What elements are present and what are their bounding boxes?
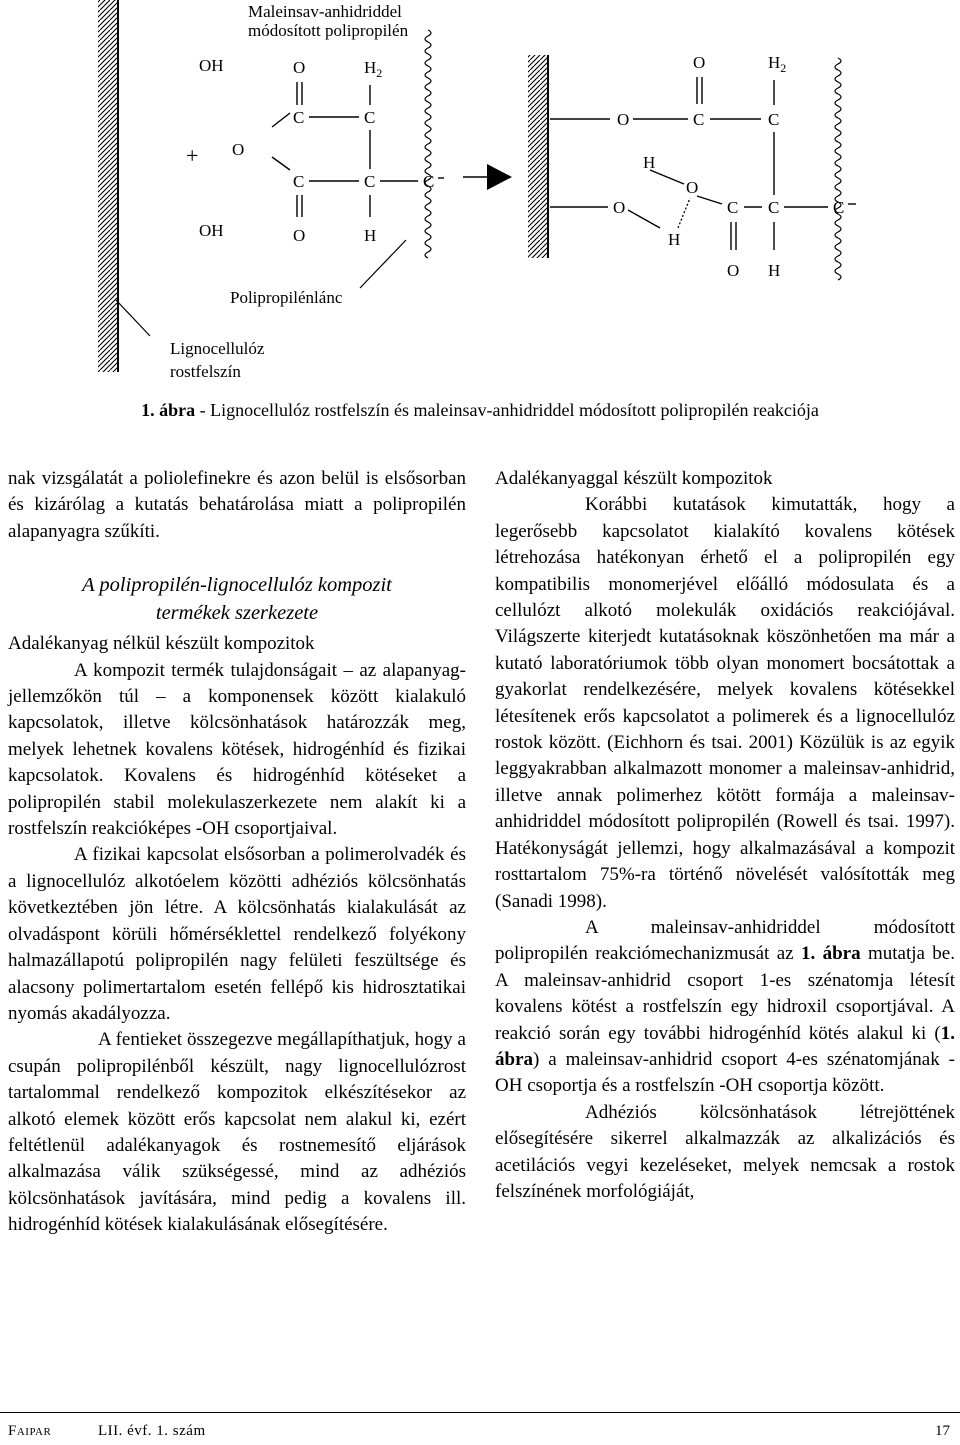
figure-caption-text: - Lignocellulóz rostfelszín és maleinsav-anhidriddel módosított polipropilén reakciója	[195, 400, 819, 420]
chain-carbon-left: C	[423, 172, 435, 191]
ester-o-right: O	[617, 110, 630, 129]
carbon-2-right: C	[768, 110, 780, 129]
footer-journal-name: Faipar	[8, 1423, 52, 1439]
hydrogen-bond-dotted	[678, 198, 690, 228]
section-title-line2: termékek szerkezete	[155, 602, 319, 625]
carbonyl-o-top-right: O	[693, 53, 706, 72]
carbon-1-right: C	[693, 110, 705, 129]
footer-volume-issue: LII. évf. 1. szám	[98, 1423, 206, 1439]
carbon-1-left: C	[293, 108, 305, 127]
chain-carbon-right: C	[833, 198, 845, 217]
footer-page-number: 17	[935, 1423, 950, 1439]
page-footer	[0, 1412, 960, 1445]
fiber-surface-right	[528, 55, 548, 258]
figure-title-line2: módosított polipropilén	[248, 21, 409, 40]
plus-sign: +	[186, 143, 199, 168]
right-paragraph-3: Adhéziós kölcsönhatások létrejöttének elősegítésére sikerrel alkalmazzák az alkalizációs és acetilációs vegyi kezeléseket, melyek nemcsak a rostok felszínének morfológiáját,	[495, 1101, 955, 1202]
fiber-o-right: O	[613, 198, 626, 217]
carbon-4-left: C	[293, 172, 305, 191]
carbonyl-o-bottom-right: O	[727, 261, 740, 280]
polymer-chain-left	[425, 30, 431, 258]
carbon-4-right: C	[727, 198, 739, 217]
fiber-surface-label-line1: Lignocellulóz	[170, 339, 265, 358]
hydroxyl-o-right: O	[686, 178, 699, 197]
hydrogen-right: H	[768, 261, 781, 280]
polymer-chain-label: Polipropilénlánc	[230, 288, 343, 307]
carbonyl-o-bottom-left: O	[293, 226, 306, 245]
bonds-left	[272, 82, 444, 217]
carbonyl-o-top-left: O	[293, 58, 306, 77]
hydroxyl-h-right: H	[643, 153, 656, 172]
oh-bottom-left: OH	[199, 221, 224, 240]
right-paragraph-2: A maleinsav-anhidriddel módosított polipropilén reakciómechanizmusát az 1. ábra mutatja be. A maleinsav-anhidrid csoport 1-es szénatomja létesít kovalens kötést a rostfelszín egy hidroxil csoportjával. A reakció során egy további hidrogénhíd kötés alakul ki (1. ábra) a maleinsav-anhidrid csoport 4-es szénatomjának -OH csoportja és a rostfelszín -OH csoportja között.	[495, 916, 955, 1097]
section-title	[8, 571, 466, 627]
section-title-line1: A polipropilén-lignocellulóz kompozit	[82, 574, 392, 597]
left-intro-paragraph: nak vizsgálatát a poliolefinekre és azon belül is elsősorban és kizárólag a kutatás behatárolása miatt a polipropilén alapanyagra szűkíti.	[8, 468, 466, 542]
carbon-3-left: C	[364, 172, 376, 191]
right-column	[495, 466, 955, 1205]
hydrogen-left: H	[364, 226, 377, 245]
figure-caption	[0, 398, 960, 422]
oh-top-left: OH	[199, 56, 224, 75]
polymer-chain-right	[835, 58, 841, 280]
left-subheading: Adalékanyag nélkül készült kompozitok	[8, 633, 315, 655]
left-paragraph-2: A fizikai kapcsolat elsősorban a polimerolvadék és a lignocellulóz alkotóelem közötti adhéziós kölcsönhatás következtében jön létre. A kölcsönhatás kialakulását az olvadáspont körüli hőmérséklettel rendelkező folyékony halmazállapotú polipropilén nagy felületi feszültsége és alacsony polimertartalom esetén fellépő kis hidrosztatikai nyomás akadályozza.	[8, 844, 466, 1024]
left-paragraph-1: A kompozit termék tulajdonságait – az alapanyag-jellemzőkön túl – a komponensek között kialakuló kapcsolatok, illetve kölcsönhatások határozzák meg, melyek lehetnek kovalens kötések, hidrogénhíd és fizikai kapcsolatok. Kovalens és hidrogénhíd kötéseket a polipropilén stabil molekulaszerkezete nem alakít ki a rostfelszín reakcióképes -OH csoportjaival.	[8, 659, 466, 840]
fiber-h-right: H	[668, 230, 681, 249]
carbon-3-right: C	[768, 198, 780, 217]
figure-caption-number: 1. ábra	[141, 400, 196, 420]
reaction-scheme-figure	[0, 0, 960, 380]
h2-label-left: $H_2$	[364, 58, 383, 80]
h2-label-right: $H_2$	[768, 53, 787, 75]
reaction-arrow	[463, 164, 512, 190]
left-paragraph-3: A fentieket összegezve megállapíthatjuk, hogy a csupán polipropilénből készült, nagy lignocellulózrost tartalommal rendelkező kompozitok elkészítésekor az alkotó elemek között erős kapcsolat nem alakul ki, ezért feltétlenül adalékanyagok és rostnemesítő eljárások alkalmazása válik szükségessé, mind az adhéziós kölcsönhatások javítására, mind pedig a kovalens ill. hidrogénhíd kötések kialakulásának elősegítésére.	[8, 1029, 466, 1236]
right-paragraph-1: Korábbi kutatások kimutatták, hogy a legerősebb kapcsolatot kialakító kovalens kötések létrehozása hatékonyan érhető el a polipropilén egy kompatibilis monomerjével előálló módosulata és a cellulózt alkotó molekulák oxidációs reakciójával. Világszerte kiterjedt kutatásoknak köszönhetően ma már a kutató laboratóriumok több olyan monomert bocsátottak a gyakorlat rendelkezésére, melyek kovalens kötésekkel létesítenek erős kapcsolatot a polimerek és a lignocellulóz rostok között. (Eichhorn és tsai. 2001) Közülük is az egyik leggyakrabban alkalmazott monomer a maleinsav-anhidrid, illetve annak polimerhez kötött formája a maleinsav-anhidriddel módosított polipropilén (Rowell és tsai. 1997). Hatékonyságát jellemzi, hogy alkalmazásával a kompozit rosttartalom 75%-ra történő növelését valósították meg (Sanadi 1998).	[495, 494, 955, 912]
left-column	[8, 466, 466, 1239]
figure-title-line1: Maleinsav-anhidriddel	[248, 2, 402, 21]
fiber-surface-label-line2: rostfelszín	[170, 362, 241, 380]
right-subheading: Adalékanyaggal készült kompozitok	[495, 468, 773, 489]
figure-reference: 1. ábra	[800, 943, 861, 965]
carbon-2-left: C	[364, 108, 376, 127]
figure-reference: 1. ábra	[495, 1022, 955, 1070]
fiber-surface-left	[98, 0, 118, 372]
bonds-right	[550, 77, 856, 250]
ring-oxygen-left: O	[232, 140, 245, 159]
